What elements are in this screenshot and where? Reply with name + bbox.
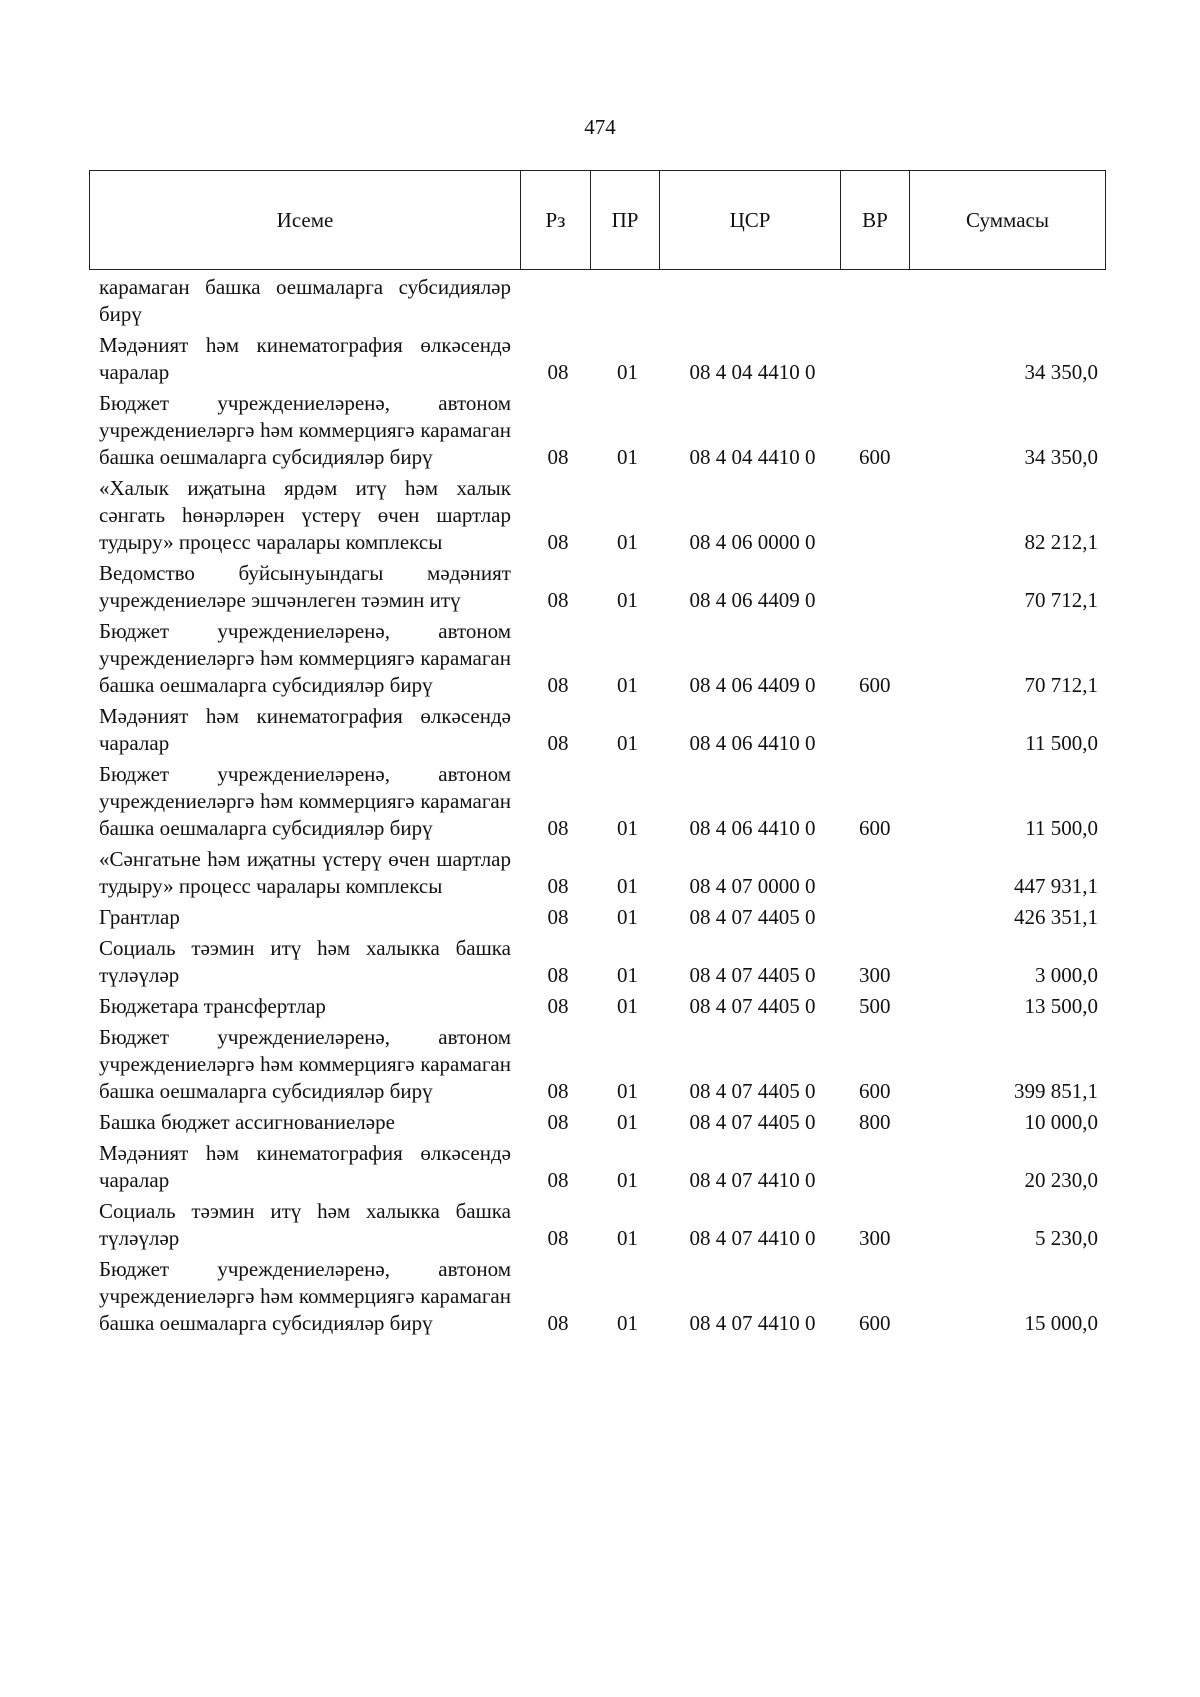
row-sum: 11 500,0 bbox=[1025, 816, 1098, 840]
row-pr: 01 bbox=[617, 994, 638, 1018]
row-rz: 08 bbox=[547, 874, 569, 898]
row-rz: 08 bbox=[547, 963, 569, 987]
table-body bbox=[89, 270, 1106, 1337]
row-sum: 447 931,1 bbox=[1014, 874, 1098, 898]
row-sum: 15 000,0 bbox=[1024, 1311, 1098, 1335]
row-pr: 01 bbox=[617, 1110, 638, 1134]
table-row bbox=[89, 1252, 1106, 1337]
row-pr: 01 bbox=[617, 1311, 638, 1335]
row-name: Социаль тәэмин итү һәм халыкка башка түләүләр bbox=[99, 1199, 511, 1250]
row-csr: 08 4 06 4410 0 bbox=[689, 816, 816, 840]
row-name: Ведомство буйсынуындагы мәдәният учреждениеләре эшчәнлеген тәэмин итү bbox=[99, 561, 511, 612]
row-rz: 08 bbox=[547, 1110, 569, 1134]
row-rz: 08 bbox=[547, 994, 569, 1018]
header-vr: ВР bbox=[840, 171, 909, 269]
table-row bbox=[89, 699, 1106, 757]
row-pr: 01 bbox=[617, 1226, 638, 1250]
row-pr: 01 bbox=[617, 816, 638, 840]
row-csr: 08 4 06 4409 0 bbox=[689, 588, 816, 612]
row-csr: 08 4 07 4405 0 bbox=[689, 1079, 816, 1103]
table-row bbox=[89, 757, 1106, 842]
row-pr: 01 bbox=[617, 588, 638, 612]
table-row bbox=[89, 900, 1106, 931]
row-vr: 600 bbox=[859, 816, 891, 840]
row-name: Бюджет учреждениеләренә, автоном учреждениеләргә һәм коммерциягә карамаган башка оешмаларга субсидияләр бирү bbox=[99, 391, 511, 469]
row-sum: 10 000,0 bbox=[1024, 1110, 1098, 1134]
row-pr: 01 bbox=[617, 963, 638, 987]
row-sum: 70 712,1 bbox=[1024, 588, 1098, 612]
row-csr: 08 4 07 0000 0 bbox=[689, 874, 816, 898]
row-rz: 08 bbox=[547, 1226, 569, 1250]
row-name: карамаган башка оешмаларга субсидияләр бирү bbox=[99, 275, 511, 326]
row-name: «Сәнгатьне һәм иҗатны үстерү өчен шартлар тудыру» процесс чаралары комплексы bbox=[99, 847, 511, 898]
table-row bbox=[89, 614, 1106, 699]
row-name: Мәдәният һәм кинематография өлкәсендә чаралар bbox=[99, 333, 511, 384]
table-row bbox=[89, 1105, 1106, 1136]
row-rz: 08 bbox=[547, 1168, 569, 1192]
row-csr: 08 4 06 0000 0 bbox=[689, 530, 816, 554]
row-name: Бюджет учреждениеләренә, автоном учреждениеләргә һәм коммерциягә карамаган башка оешмаларга субсидияләр бирү bbox=[99, 762, 511, 840]
row-name: Башка бюджет ассигнованиеләре bbox=[99, 1110, 395, 1134]
row-rz: 08 bbox=[547, 1311, 569, 1335]
row-csr: 08 4 07 4405 0 bbox=[689, 994, 816, 1018]
row-name: Грантлар bbox=[99, 905, 180, 929]
row-vr: 300 bbox=[859, 1226, 891, 1250]
row-sum: 82 212,1 bbox=[1024, 530, 1098, 554]
row-pr: 01 bbox=[617, 530, 638, 554]
row-rz: 08 bbox=[547, 816, 569, 840]
header-name: Исеме bbox=[276, 207, 334, 232]
table-row bbox=[89, 270, 1106, 328]
row-name: Мәдәният һәм кинематография өлкәсендә чаралар bbox=[99, 1141, 511, 1192]
row-pr: 01 bbox=[617, 445, 638, 469]
table-row bbox=[89, 989, 1106, 1020]
row-pr: 01 bbox=[617, 731, 638, 755]
row-sum: 3 000,0 bbox=[1035, 963, 1098, 987]
row-sum: 20 230,0 bbox=[1024, 1168, 1098, 1192]
row-csr: 08 4 07 4410 0 bbox=[689, 1311, 816, 1335]
table-row bbox=[89, 556, 1106, 614]
row-pr: 01 bbox=[617, 360, 638, 384]
row-rz: 08 bbox=[547, 905, 569, 929]
header-rz: Рз bbox=[520, 171, 590, 269]
row-sum: 70 712,1 bbox=[1024, 673, 1098, 697]
table-row bbox=[89, 931, 1106, 989]
table-row bbox=[89, 1194, 1106, 1252]
table-row bbox=[89, 471, 1106, 556]
table-row bbox=[89, 1136, 1106, 1194]
row-rz: 08 bbox=[547, 673, 569, 697]
table-header bbox=[89, 170, 1106, 270]
row-csr: 08 4 07 4405 0 bbox=[689, 1110, 816, 1134]
row-name: Мәдәният һәм кинематография өлкәсендә чаралар bbox=[99, 704, 511, 755]
row-pr: 01 bbox=[617, 905, 638, 929]
row-sum: 11 500,0 bbox=[1025, 731, 1098, 755]
row-name: Бюджет учреждениеләренә, автоном учреждениеләргә һәм коммерциягә карамаган башка оешмаларга субсидияләр бирү bbox=[99, 1257, 511, 1335]
table-row bbox=[89, 842, 1106, 900]
row-sum: 13 500,0 bbox=[1024, 994, 1098, 1018]
row-csr: 08 4 07 4405 0 bbox=[689, 905, 816, 929]
row-pr: 01 bbox=[617, 1079, 638, 1103]
page-number: 474 bbox=[584, 115, 616, 139]
row-vr: 600 bbox=[859, 1079, 891, 1103]
row-rz: 08 bbox=[547, 731, 569, 755]
row-csr: 08 4 07 4405 0 bbox=[689, 963, 816, 987]
row-rz: 08 bbox=[547, 530, 569, 554]
row-pr: 01 bbox=[617, 673, 638, 697]
row-sum: 399 851,1 bbox=[1014, 1079, 1098, 1103]
row-name: «Халык иҗатына ярдәм итү һәм халык сәнгать һөнәрләрен үстерү өчен шартлар тудыру» процесс чаралары комплексы bbox=[99, 476, 511, 554]
row-vr: 300 bbox=[859, 963, 891, 987]
row-rz: 08 bbox=[547, 588, 569, 612]
table-row bbox=[89, 328, 1106, 386]
row-csr: 08 4 06 4409 0 bbox=[689, 673, 816, 697]
table-row bbox=[89, 386, 1106, 471]
row-csr: 08 4 06 4410 0 bbox=[689, 731, 816, 755]
row-name: Бюджет учреждениеләренә, автоном учреждениеләргә һәм коммерциягә карамаган башка оешмаларга субсидияләр бирү bbox=[99, 1025, 511, 1103]
row-pr: 01 bbox=[617, 874, 638, 898]
header-sum: Суммасы bbox=[909, 171, 1105, 269]
row-rz: 08 bbox=[547, 360, 569, 384]
table-row bbox=[89, 1020, 1106, 1105]
row-sum: 34 350,0 bbox=[1024, 360, 1098, 384]
row-rz: 08 bbox=[547, 445, 569, 469]
row-rz: 08 bbox=[547, 1079, 569, 1103]
row-csr: 08 4 04 4410 0 bbox=[689, 360, 816, 384]
row-sum: 426 351,1 bbox=[1014, 905, 1098, 929]
row-name: Бюджет учреждениеләренә, автоном учреждениеләргә һәм коммерциягә карамаган башка оешмаларга субсидияләр бирү bbox=[99, 619, 511, 697]
row-pr: 01 bbox=[617, 1168, 638, 1192]
row-vr: 600 bbox=[859, 445, 891, 469]
row-sum: 34 350,0 bbox=[1024, 445, 1098, 469]
row-sum: 5 230,0 bbox=[1035, 1226, 1098, 1250]
row-name: Социаль тәэмин итү һәм халыкка башка түләүләр bbox=[99, 936, 511, 987]
row-vr: 600 bbox=[859, 673, 891, 697]
row-csr: 08 4 07 4410 0 bbox=[689, 1226, 816, 1250]
row-name: Бюджетара трансфертлар bbox=[99, 994, 326, 1018]
row-csr: 08 4 04 4410 0 bbox=[689, 445, 816, 469]
row-vr: 500 bbox=[859, 994, 891, 1018]
header-csr: ЦСР bbox=[659, 171, 840, 269]
row-vr: 600 bbox=[859, 1311, 891, 1335]
row-vr: 800 bbox=[859, 1110, 891, 1134]
row-csr: 08 4 07 4410 0 bbox=[689, 1168, 816, 1192]
header-pr: ПР bbox=[590, 171, 659, 269]
